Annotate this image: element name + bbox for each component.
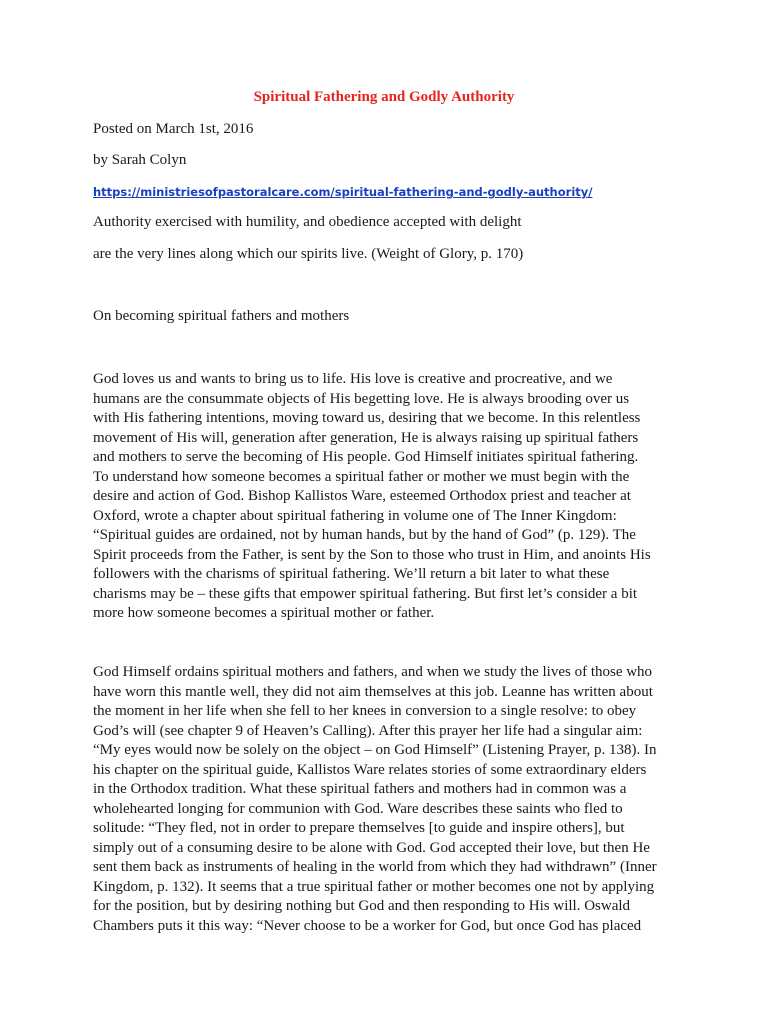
paragraph-1-line: Spirit proceeds from the Father, is sent by the Son to those who trust in Him, and anoints His [93, 546, 651, 563]
paragraph-2-line: his chapter on the spiritual guide, Kallistos Ware relates stories of some extraordinary elders [93, 761, 647, 778]
paragraph-1-line: and mothers to serve the becoming of His people. God Himself initiates spiritual fathering. [93, 449, 639, 465]
paragraph-1-line: To understand how someone becomes a spiritual father or mother we must begin with the [93, 468, 630, 485]
paragraph-1-line: desire and action of God. Bishop Kallistos Ware, esteemed Orthodox priest and teacher at [93, 488, 631, 504]
paragraph-1-line: with His fathering intentions, moving toward us, desiring that we become. In this relentless [93, 410, 641, 426]
byline: by Sarah Colyn [93, 152, 187, 168]
paragraph-1-line: charisms may be – these gifts that empower spiritual fathering. But first let’s consider a bit [93, 585, 638, 602]
paragraph-1-line: more how someone becomes a spiritual mother or father. [93, 605, 435, 621]
paragraph-1-line: Oxford, wrote a chapter about spiritual fathering in volume one of The Inner Kingdom: [93, 507, 617, 524]
document-title: Spiritual Fathering and Godly Authority [253, 89, 515, 105]
paragraph-1-line: followers with the charisms of spiritual fathering. We’ll return a bit later to what these [93, 566, 610, 582]
paragraph-2-line: the moment in her life when she fell to her knees in conversion to a single resolve: to obey [93, 703, 637, 719]
article-link-line [93, 183, 592, 201]
article-url-link[interactable]: https://ministriesofpastoralcare.com/spiritual-fathering-and-godly-authority/ [93, 185, 593, 199]
paragraph-2-line: “My eyes would now be solely on the object – on God Himself” (Listening Prayer, p. 138). In [93, 742, 657, 758]
paragraph-1 [93, 370, 683, 624]
quote-line-2: are the very lines along which our spirits live. (Weight of Glory, p. 170) [93, 246, 524, 262]
paragraph-2-line: for the position, but by desiring nothing but God and then responding to His will. Oswald [93, 898, 631, 914]
section-subheading: On becoming spiritual fathers and mothers [93, 308, 350, 324]
paragraph-2-line: Chambers puts it this way: “Never choose to be a worker for God, but once God has placed [93, 917, 642, 934]
paragraph-2-line: in the Orthodox tradition. What these spiritual fathers and mothers had in common was a [93, 781, 627, 797]
paragraph-2-line: wholehearted longing for communion with God. Ware describes these saints who fled to [93, 800, 623, 817]
paragraph-1-line: humans are the consummate objects of His begetting love. He is always brooding over us [93, 390, 630, 407]
paragraph-2-line: sent them back as instruments of healing in the world from which they had withdrawn” (Inner [93, 859, 657, 875]
paragraph-2 [93, 663, 683, 936]
paragraph-2-line: God’s will (see chapter 9 of Heaven’s Calling). After this prayer her life had a singular aim: [93, 722, 643, 739]
paragraph-1-line: God loves us and wants to bring us to life. His love is creative and procreative, and we [93, 371, 613, 387]
paragraph-2-line: have worn this mantle well, they did not aim themselves at this job. Leanne has written about [93, 683, 653, 700]
paragraph-2-line: simply out of a consuming desire to be alone with God. God accepted their love, but then He [93, 839, 650, 856]
posted-date: Posted on March 1st, 2016 [93, 121, 254, 137]
paragraph-1-line: movement of His will, generation after generation, He is always raising up spiritual fathers [93, 429, 639, 446]
quote-line-1: Authority exercised with humility, and obedience accepted with delight [93, 214, 522, 230]
paragraph-1-line: “Spiritual guides are ordained, not by human hands, but by the hand of God” (p. 129). The [93, 527, 636, 543]
paragraph-2-line: solitude: “They fled, not in order to prepare themselves [to guide and inspire others], but [93, 820, 625, 836]
paragraph-2-line: Kingdom, p. 132). It seems that a true spiritual father or mother becomes one not by applying [93, 878, 655, 895]
paragraph-2-line: God Himself ordains spiritual mothers and fathers, and when we study the lives of those who [93, 664, 653, 680]
